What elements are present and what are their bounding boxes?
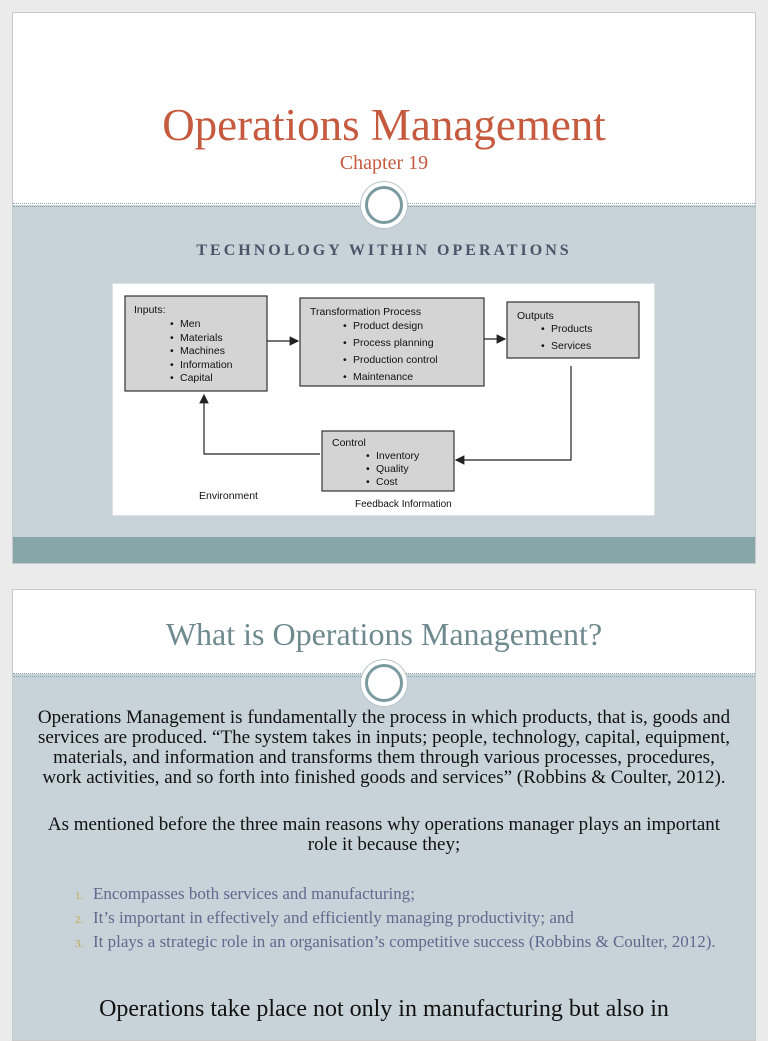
- bottom-statement: Operations take place not only in manufacturing but also in: [99, 996, 669, 1022]
- reasons-list: [75, 885, 745, 957]
- transformation-title: Transformation Process: [310, 306, 422, 318]
- output-item: Services: [551, 340, 592, 352]
- bullet-icon: •: [343, 320, 347, 332]
- input-item: Information: [180, 359, 233, 371]
- section-heading: TECHNOLOGY WITHIN OPERATIONS: [196, 242, 572, 259]
- slide-subtitle: Chapter 19: [339, 152, 429, 174]
- bullet-icon: •: [343, 337, 347, 349]
- transformation-item: Production control: [353, 354, 438, 366]
- bullet-icon: •: [541, 323, 545, 335]
- input-item: Capital: [180, 372, 213, 384]
- slide-1: [12, 12, 756, 564]
- bullet-icon: •: [170, 345, 174, 357]
- ring-ornament-icon: [365, 664, 403, 702]
- body-paragraph: As mentioned before the three main reasons why operations manager plays an important role it because they;: [47, 814, 721, 855]
- bullet-icon: •: [366, 476, 370, 488]
- control-title: Control: [332, 437, 366, 449]
- list-number: 3.: [75, 938, 84, 950]
- bullet-icon: •: [366, 463, 370, 475]
- diagram-svg: [113, 284, 654, 515]
- environment-label: Environment: [199, 490, 258, 502]
- transformation-item: Process planning: [353, 337, 434, 349]
- slide-title: What is Operations Management?: [165, 616, 603, 652]
- arrow-icon: [204, 395, 320, 454]
- control-item: Cost: [376, 476, 398, 488]
- operations-diagram: [112, 283, 655, 516]
- list-item: [75, 909, 745, 927]
- input-item: Men: [180, 318, 201, 330]
- inputs-title: Inputs:: [134, 304, 166, 316]
- footer-band: [13, 537, 755, 563]
- control-item: Inventory: [376, 450, 420, 462]
- control-item: Quality: [376, 463, 409, 475]
- slide-title: Operations Management: [162, 100, 606, 150]
- list-item: [75, 933, 745, 951]
- bullet-icon: •: [170, 332, 174, 344]
- body-paragraph: Operations Management is fundamentally the process in which products, that is, goods and services are produced. “The system takes in inputs; people, technology, capital, equipment, materials, and information and transforms them through various processes, procedures, work activities, and so forth into finished goods and services” (Robbins & Coulter, 2012).: [37, 707, 731, 788]
- bullet-icon: •: [170, 359, 174, 371]
- bullet-icon: •: [366, 450, 370, 462]
- transformation-item: Maintenance: [353, 371, 414, 383]
- bullet-icon: •: [541, 340, 545, 352]
- bullet-icon: •: [343, 371, 347, 383]
- list-item: [75, 885, 745, 903]
- bullet-icon: •: [343, 354, 347, 366]
- input-item: Materials: [180, 332, 223, 344]
- outputs-title: Outputs: [517, 310, 554, 322]
- output-item: Products: [551, 323, 593, 335]
- bullet-icon: •: [170, 318, 174, 330]
- ring-ornament-icon: [365, 186, 403, 224]
- feedback-label: Feedback Information: [355, 499, 452, 510]
- list-number: 2.: [75, 914, 84, 926]
- list-number: 1.: [75, 890, 84, 902]
- bullet-icon: •: [170, 372, 174, 384]
- list-item-text: It plays a strategic role in an organisation’s competitive success (Robbins & Coulter, 2012).: [93, 932, 716, 951]
- list-item-text: It’s important in effectively and efficiently managing productivity; and: [93, 908, 574, 927]
- list-item-text: Encompasses both services and manufacturing;: [93, 884, 415, 903]
- input-item: Machines: [180, 345, 225, 357]
- slide-2: [12, 589, 756, 1041]
- transformation-item: Product design: [353, 320, 424, 332]
